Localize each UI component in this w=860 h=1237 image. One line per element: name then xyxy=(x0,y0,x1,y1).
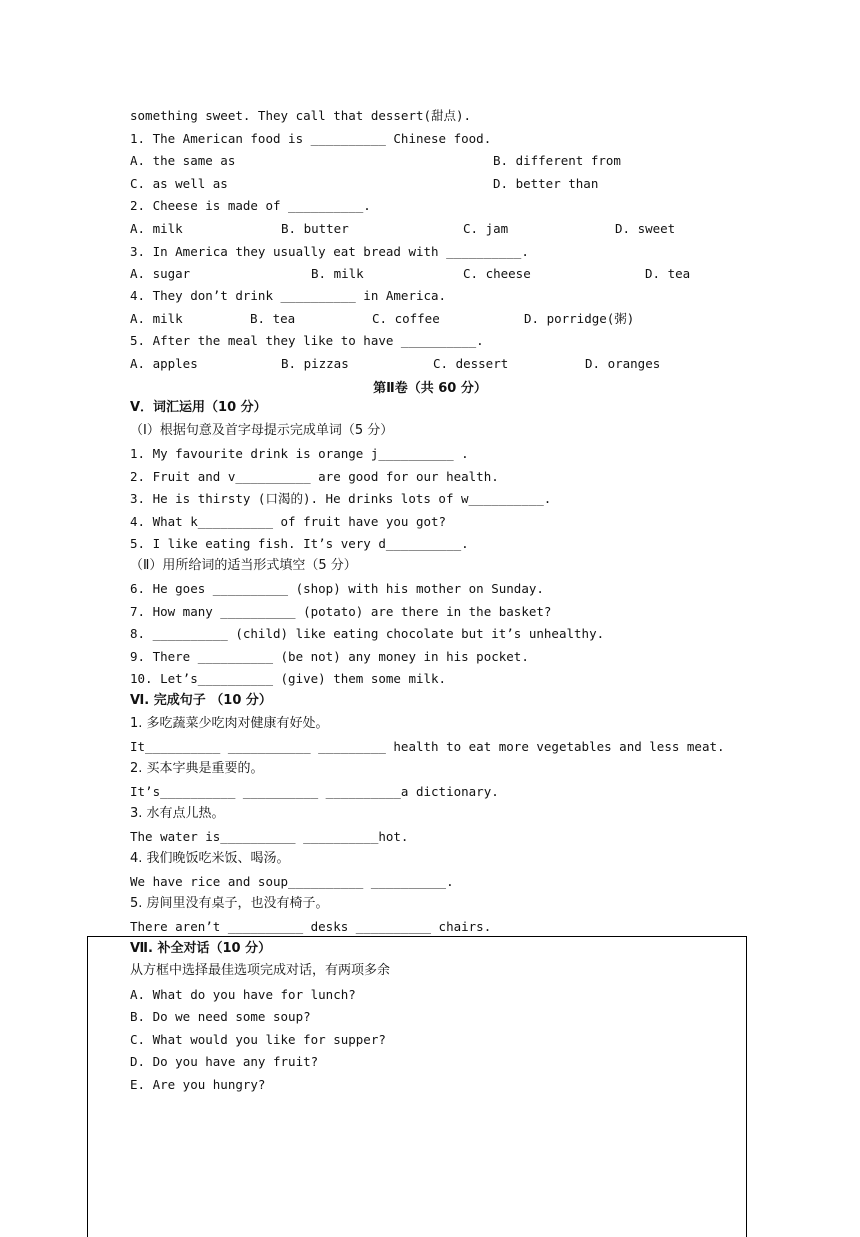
q4-option-d: D. porridge(粥) xyxy=(524,311,635,326)
q3-option-c: C. cheese xyxy=(463,266,531,281)
section-7-instruction: 从方框中选择最佳选项完成对话，有两项多余 xyxy=(130,963,391,978)
vocab-item-2: 2. Fruit and v__________ are good for our health. xyxy=(130,469,499,484)
vocab-item-5: 5. I like eating fish. It’s very d__________. xyxy=(130,536,469,551)
q4-option-c: C. coffee xyxy=(372,311,440,326)
vocab-item-6: 6. He goes __________ (shop) with his mother on Sunday. xyxy=(130,581,544,596)
section-6-title: Ⅵ. 完成句子 （10 分） xyxy=(130,693,272,708)
vocab-item-1: 1. My favourite drink is orange j__________ . xyxy=(130,446,469,461)
q2-option-d: D. sweet xyxy=(615,221,676,236)
volume-2-title: 第Ⅱ卷（共 60 分） xyxy=(373,381,487,396)
dialogue-option-d: D. Do you have any fruit? xyxy=(130,1054,319,1069)
section-7-title: Ⅶ. 补全对话（10 分） xyxy=(130,941,272,956)
sentence-4-chinese: 4. 我们晚饭吃米饭、喝汤。 xyxy=(130,851,290,866)
q5-option-b: B. pizzas xyxy=(281,356,349,371)
q2-option-b: B. butter xyxy=(281,221,349,236)
q1-option-b: B. different from xyxy=(493,153,621,168)
q5-option-c: C. dessert xyxy=(433,356,509,371)
q5-option-d: D. oranges xyxy=(585,356,661,371)
q3-option-b: B. milk xyxy=(311,266,364,281)
vocab-item-3: 3. He is thirsty (口渴的). He drinks lots of w__________. xyxy=(130,491,552,506)
q5-option-a: A. apples xyxy=(130,356,198,371)
question-3: 3. In America they usually eat bread with __________. xyxy=(130,244,529,259)
sentence-5-chinese: 5. 房间里没有桌子，也没有椅子。 xyxy=(130,896,329,911)
sentence-2-chinese: 2. 买本字典是重要的。 xyxy=(130,761,264,776)
dialogue-option-c: C. What would you like for supper? xyxy=(130,1032,386,1047)
q3-option-a: A. sugar xyxy=(130,266,191,281)
sentence-5-english: There aren’t __________ desks __________ chairs. xyxy=(130,919,492,934)
q4-option-a: A. milk xyxy=(130,311,183,326)
vocab-item-7: 7. How many __________ (potato) are there in the basket? xyxy=(130,604,552,619)
sentence-3-chinese: 3. 水有点儿热。 xyxy=(130,806,225,821)
q3-option-d: D. tea xyxy=(645,266,691,281)
sentence-3-english: The water is__________ __________hot. xyxy=(130,829,409,844)
q4-option-b: B. tea xyxy=(250,311,296,326)
section-5-title: V．词汇运用（10 分） xyxy=(130,400,267,415)
vocab-item-9: 9. There __________ (be not) any money in his pocket. xyxy=(130,649,529,664)
question-4: 4. They don’t drink __________ in America. xyxy=(130,288,447,303)
section-5-sub2: （Ⅱ）用所给词的适当形式填空（5 分） xyxy=(130,558,357,573)
dialogue-option-b: B. Do we need some soup? xyxy=(130,1009,311,1024)
q1-option-c: C. as well as xyxy=(130,176,228,191)
sentence-4-english: We have rice and soup__________ __________. xyxy=(130,874,454,889)
question-5: 5. After the meal they like to have __________. xyxy=(130,333,484,348)
passage-tail: something sweet. They call that dessert(甜点). xyxy=(130,108,472,123)
vocab-item-4: 4. What k__________ of fruit have you got? xyxy=(130,514,447,529)
dialogue-option-a: A. What do you have for lunch? xyxy=(130,987,356,1002)
sentence-2-english: It’s__________ __________ __________a dictionary. xyxy=(130,784,499,799)
q2-option-a: A. milk xyxy=(130,221,183,236)
question-1: 1. The American food is __________ Chinese food. xyxy=(130,131,492,146)
q1-option-a: A. the same as xyxy=(130,153,236,168)
sentence-1-english: It__________ ___________ _________ health to eat more vegetables and less meat. xyxy=(130,739,725,754)
q1-option-d: D. better than xyxy=(493,176,599,191)
vocab-item-8: 8. __________ (child) like eating chocolate but it’s unhealthy. xyxy=(130,626,605,641)
section-5-sub1: （Ⅰ）根据句意及首字母提示完成单词（5 分） xyxy=(130,423,394,438)
question-2: 2. Cheese is made of __________. xyxy=(130,198,371,213)
dialogue-option-e: E. Are you hungry? xyxy=(130,1077,266,1092)
sentence-1-chinese: 1. 多吃蔬菜少吃肉对健康有好处。 xyxy=(130,716,329,731)
vocab-item-10: 10. Let’s__________ (give) them some milk. xyxy=(130,671,447,686)
q2-option-c: C. jam xyxy=(463,221,509,236)
